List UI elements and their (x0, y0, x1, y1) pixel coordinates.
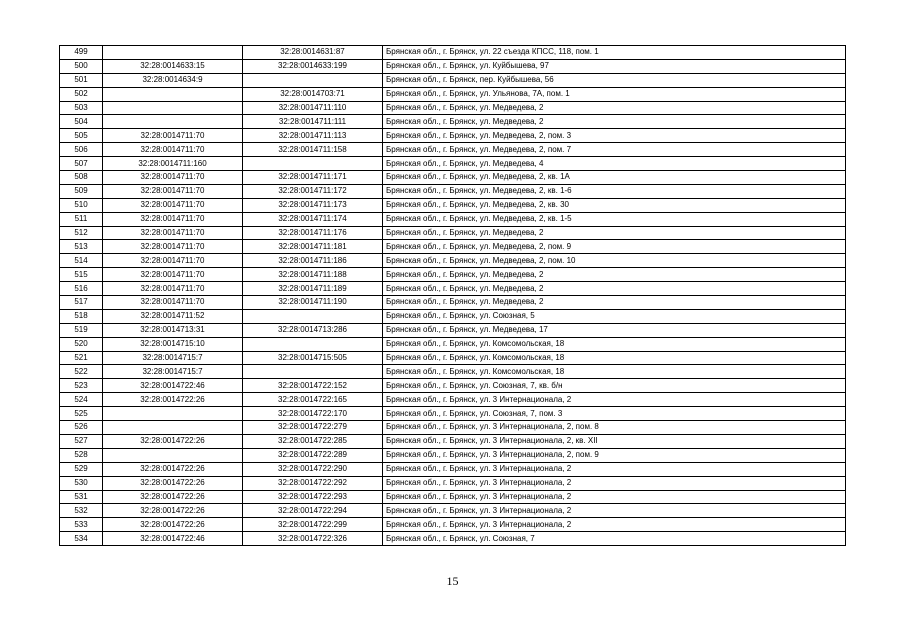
address-cell: Брянская обл., г. Брянск, ул. 3 Интернационала, 2 (383, 462, 846, 476)
land-plot-cadastral-cell: 32:28:0014722:26 (103, 490, 243, 504)
object-cadastral-cell: 32:28:0014722:326 (243, 532, 383, 546)
table-row (60, 323, 846, 337)
land-plot-cadastral-cell: 32:28:0014634:9 (103, 73, 243, 87)
object-cadastral-cell: 32:28:0014713:286 (243, 323, 383, 337)
object-cadastral-cell: 32:28:0014631:87 (243, 46, 383, 60)
row-number-cell: 515 (60, 268, 103, 282)
object-cadastral-cell: 32:28:0014633:199 (243, 59, 383, 73)
land-plot-cadastral-cell (103, 46, 243, 60)
table-row (60, 393, 846, 407)
table-row (60, 73, 846, 87)
page-number: 15 (446, 574, 459, 588)
land-plot-cadastral-cell: 32:28:0014711:70 (103, 129, 243, 143)
land-plot-cadastral-cell: 32:28:0014711:70 (103, 282, 243, 296)
address-cell: Брянская обл., г. Брянск, ул. Комсомольская, 18 (383, 351, 846, 365)
row-number-cell: 517 (60, 296, 103, 310)
land-plot-cadastral-cell: 32:28:0014711:70 (103, 296, 243, 310)
row-number-cell: 499 (60, 46, 103, 60)
address-cell: Брянская обл., г. Брянск, пер. Куйбышева, 56 (383, 73, 846, 87)
row-number-cell: 502 (60, 87, 103, 101)
object-cadastral-cell (243, 337, 383, 351)
table-row (60, 296, 846, 310)
row-number-cell: 529 (60, 462, 103, 476)
object-cadastral-cell: 32:28:0014711:181 (243, 240, 383, 254)
row-number-cell: 518 (60, 309, 103, 323)
address-cell: Брянская обл., г. Брянск, ул. Медведева, 2 (383, 296, 846, 310)
object-cadastral-cell: 32:28:0014703:71 (243, 87, 383, 101)
row-number-cell: 507 (60, 157, 103, 171)
land-plot-cadastral-cell: 32:28:0014722:26 (103, 462, 243, 476)
table-row (60, 532, 846, 546)
row-number-cell: 527 (60, 434, 103, 448)
address-cell: Брянская обл., г. Брянск, ул. Медведева, 4 (383, 157, 846, 171)
address-cell: Брянская обл., г. Брянск, ул. Ульянова, 7А, пом. 1 (383, 87, 846, 101)
land-plot-cadastral-cell: 32:28:0014711:70 (103, 171, 243, 185)
row-number-cell: 532 (60, 504, 103, 518)
table-row (60, 240, 846, 254)
object-cadastral-cell: 32:28:0014722:165 (243, 393, 383, 407)
row-number-cell: 520 (60, 337, 103, 351)
table-row (60, 282, 846, 296)
address-cell: Брянская обл., г. Брянск, ул. 3 Интернационала, 2 (383, 518, 846, 532)
land-plot-cadastral-cell (103, 115, 243, 129)
address-cell: Брянская обл., г. Брянск, ул. Союзная, 7, кв. б/н (383, 379, 846, 393)
table-row (60, 254, 846, 268)
object-cadastral-cell: 32:28:0014722:289 (243, 448, 383, 462)
registry-table (59, 45, 846, 546)
land-plot-cadastral-cell: 32:28:0014722:26 (103, 434, 243, 448)
address-cell: Брянская обл., г. Брянск, ул. 3 Интернационала, 2 (383, 393, 846, 407)
land-plot-cadastral-cell: 32:28:0014722:26 (103, 393, 243, 407)
row-number-cell: 513 (60, 240, 103, 254)
object-cadastral-cell: 32:28:0014711:113 (243, 129, 383, 143)
object-cadastral-cell: 32:28:0014722:285 (243, 434, 383, 448)
land-plot-cadastral-cell: 32:28:0014722:26 (103, 476, 243, 490)
address-cell: Брянская обл., г. Брянск, ул. Комсомольская, 18 (383, 337, 846, 351)
table-row (60, 212, 846, 226)
address-cell: Брянская обл., г. Брянск, ул. 3 Интернационала, 2 (383, 476, 846, 490)
object-cadastral-cell (243, 73, 383, 87)
table-row (60, 337, 846, 351)
registry-table-body (60, 46, 846, 546)
row-number-cell: 516 (60, 282, 103, 296)
land-plot-cadastral-cell (103, 101, 243, 115)
land-plot-cadastral-cell (103, 448, 243, 462)
row-number-cell: 523 (60, 379, 103, 393)
land-plot-cadastral-cell: 32:28:0014711:52 (103, 309, 243, 323)
object-cadastral-cell: 32:28:0014711:171 (243, 171, 383, 185)
address-cell: Брянская обл., г. Брянск, ул. Союзная, 5 (383, 309, 846, 323)
row-number-cell: 506 (60, 143, 103, 157)
table-row (60, 379, 846, 393)
address-cell: Брянская обл., г. Брянск, ул. Медведева, 2, пом. 3 (383, 129, 846, 143)
object-cadastral-cell: 32:28:0014722:299 (243, 518, 383, 532)
row-number-cell: 501 (60, 73, 103, 87)
object-cadastral-cell: 32:28:0014711:174 (243, 212, 383, 226)
land-plot-cadastral-cell: 32:28:0014711:70 (103, 240, 243, 254)
object-cadastral-cell: 32:28:0014722:292 (243, 476, 383, 490)
land-plot-cadastral-cell (103, 87, 243, 101)
object-cadastral-cell: 32:28:0014711:172 (243, 184, 383, 198)
table-row (60, 268, 846, 282)
object-cadastral-cell: 32:28:0014715:505 (243, 351, 383, 365)
row-number-cell: 504 (60, 115, 103, 129)
row-number-cell: 509 (60, 184, 103, 198)
table-row (60, 351, 846, 365)
object-cadastral-cell: 32:28:0014711:188 (243, 268, 383, 282)
object-cadastral-cell (243, 365, 383, 379)
table-row (60, 448, 846, 462)
table-row (60, 476, 846, 490)
row-number-cell: 505 (60, 129, 103, 143)
table-row (60, 46, 846, 60)
table-row (60, 115, 846, 129)
address-cell: Брянская обл., г. Брянск, ул. Медведева, 17 (383, 323, 846, 337)
object-cadastral-cell: 32:28:0014722:294 (243, 504, 383, 518)
row-number-cell: 503 (60, 101, 103, 115)
table-row (60, 198, 846, 212)
land-plot-cadastral-cell (103, 421, 243, 435)
land-plot-cadastral-cell: 32:28:0014711:70 (103, 226, 243, 240)
land-plot-cadastral-cell: 32:28:0014715:7 (103, 365, 243, 379)
row-number-cell: 510 (60, 198, 103, 212)
address-cell: Брянская обл., г. Брянск, ул. Союзная, 7 (383, 532, 846, 546)
address-cell: Брянская обл., г. Брянск, ул. Медведева, 2, пом. 7 (383, 143, 846, 157)
object-cadastral-cell: 32:28:0014722:293 (243, 490, 383, 504)
object-cadastral-cell: 32:28:0014722:152 (243, 379, 383, 393)
object-cadastral-cell: 32:28:0014711:173 (243, 198, 383, 212)
land-plot-cadastral-cell: 32:28:0014722:26 (103, 504, 243, 518)
table-row (60, 504, 846, 518)
table-row (60, 87, 846, 101)
table-row (60, 309, 846, 323)
address-cell: Брянская обл., г. Брянск, ул. 3 Интернационала, 2, пом. 9 (383, 448, 846, 462)
address-cell: Брянская обл., г. Брянск, ул. Союзная, 7, пом. 3 (383, 407, 846, 421)
land-plot-cadastral-cell: 32:28:0014713:31 (103, 323, 243, 337)
row-number-cell: 519 (60, 323, 103, 337)
land-plot-cadastral-cell: 32:28:0014722:26 (103, 518, 243, 532)
address-cell: Брянская обл., г. Брянск, ул. Медведева, 2 (383, 115, 846, 129)
row-number-cell: 530 (60, 476, 103, 490)
address-cell: Брянская обл., г. Брянск, ул. 3 Интернационала, 2, кв. XII (383, 434, 846, 448)
row-number-cell: 514 (60, 254, 103, 268)
address-cell: Брянская обл., г. Брянск, ул. 3 Интернационала, 2, пом. 8 (383, 421, 846, 435)
land-plot-cadastral-cell: 32:28:0014711:70 (103, 143, 243, 157)
address-cell: Брянская обл., г. Брянск, ул. Медведева, 2, пом. 10 (383, 254, 846, 268)
object-cadastral-cell: 32:28:0014722:279 (243, 421, 383, 435)
table-row (60, 59, 846, 73)
land-plot-cadastral-cell: 32:28:0014711:160 (103, 157, 243, 171)
object-cadastral-cell (243, 157, 383, 171)
land-plot-cadastral-cell: 32:28:0014711:70 (103, 268, 243, 282)
object-cadastral-cell: 32:28:0014711:110 (243, 101, 383, 115)
land-plot-cadastral-cell: 32:28:0014633:15 (103, 59, 243, 73)
address-cell: Брянская обл., г. Брянск, ул. Медведева, 2, кв. 1-6 (383, 184, 846, 198)
row-number-cell: 522 (60, 365, 103, 379)
row-number-cell: 533 (60, 518, 103, 532)
row-number-cell: 531 (60, 490, 103, 504)
table-row (60, 462, 846, 476)
land-plot-cadastral-cell: 32:28:0014722:46 (103, 532, 243, 546)
row-number-cell: 508 (60, 171, 103, 185)
table-row (60, 407, 846, 421)
address-cell: Брянская обл., г. Брянск, ул. Медведева, 2, кв. 1-5 (383, 212, 846, 226)
land-plot-cadastral-cell: 32:28:0014722:46 (103, 379, 243, 393)
object-cadastral-cell: 32:28:0014711:189 (243, 282, 383, 296)
row-number-cell: 512 (60, 226, 103, 240)
object-cadastral-cell: 32:28:0014711:111 (243, 115, 383, 129)
object-cadastral-cell: 32:28:0014722:290 (243, 462, 383, 476)
land-plot-cadastral-cell: 32:28:0014711:70 (103, 212, 243, 226)
object-cadastral-cell: 32:28:0014722:170 (243, 407, 383, 421)
table-row (60, 129, 846, 143)
table-row (60, 101, 846, 115)
table-row (60, 157, 846, 171)
table-row (60, 226, 846, 240)
row-number-cell: 524 (60, 393, 103, 407)
table-row (60, 171, 846, 185)
address-cell: Брянская обл., г. Брянск, ул. Комсомольская, 18 (383, 365, 846, 379)
table-row (60, 518, 846, 532)
row-number-cell: 525 (60, 407, 103, 421)
object-cadastral-cell (243, 309, 383, 323)
address-cell: Брянская обл., г. Брянск, ул. 3 Интернационала, 2 (383, 504, 846, 518)
table-row (60, 184, 846, 198)
object-cadastral-cell: 32:28:0014711:190 (243, 296, 383, 310)
land-plot-cadastral-cell: 32:28:0014715:7 (103, 351, 243, 365)
address-cell: Брянская обл., г. Брянск, ул. Медведева, 2, кв. 30 (383, 198, 846, 212)
row-number-cell: 500 (60, 59, 103, 73)
address-cell: Брянская обл., г. Брянск, ул. 22 съезда КПСС, 118, пом. 1 (383, 46, 846, 60)
address-cell: Брянская обл., г. Брянск, ул. Медведева, 2, пом. 9 (383, 240, 846, 254)
address-cell: Брянская обл., г. Брянск, ул. Медведева, 2, кв. 1А (383, 171, 846, 185)
address-cell: Брянская обл., г. Брянск, ул. Медведева, 2 (383, 101, 846, 115)
object-cadastral-cell: 32:28:0014711:158 (243, 143, 383, 157)
land-plot-cadastral-cell: 32:28:0014715:10 (103, 337, 243, 351)
object-cadastral-cell: 32:28:0014711:186 (243, 254, 383, 268)
row-number-cell: 521 (60, 351, 103, 365)
row-number-cell: 534 (60, 532, 103, 546)
land-plot-cadastral-cell: 32:28:0014711:70 (103, 198, 243, 212)
address-cell: Брянская обл., г. Брянск, ул. 3 Интернационала, 2 (383, 490, 846, 504)
table-row (60, 365, 846, 379)
address-cell: Брянская обл., г. Брянск, ул. Медведева, 2 (383, 268, 846, 282)
row-number-cell: 511 (60, 212, 103, 226)
table-row (60, 143, 846, 157)
land-plot-cadastral-cell (103, 407, 243, 421)
land-plot-cadastral-cell: 32:28:0014711:70 (103, 254, 243, 268)
address-cell: Брянская обл., г. Брянск, ул. Медведева, 2 (383, 226, 846, 240)
table-row (60, 434, 846, 448)
address-cell: Брянская обл., г. Брянск, ул. Медведева, 2 (383, 282, 846, 296)
land-plot-cadastral-cell: 32:28:0014711:70 (103, 184, 243, 198)
table-row (60, 421, 846, 435)
row-number-cell: 526 (60, 421, 103, 435)
address-cell: Брянская обл., г. Брянск, ул. Куйбышева, 97 (383, 59, 846, 73)
row-number-cell: 528 (60, 448, 103, 462)
table-row (60, 490, 846, 504)
object-cadastral-cell: 32:28:0014711:176 (243, 226, 383, 240)
